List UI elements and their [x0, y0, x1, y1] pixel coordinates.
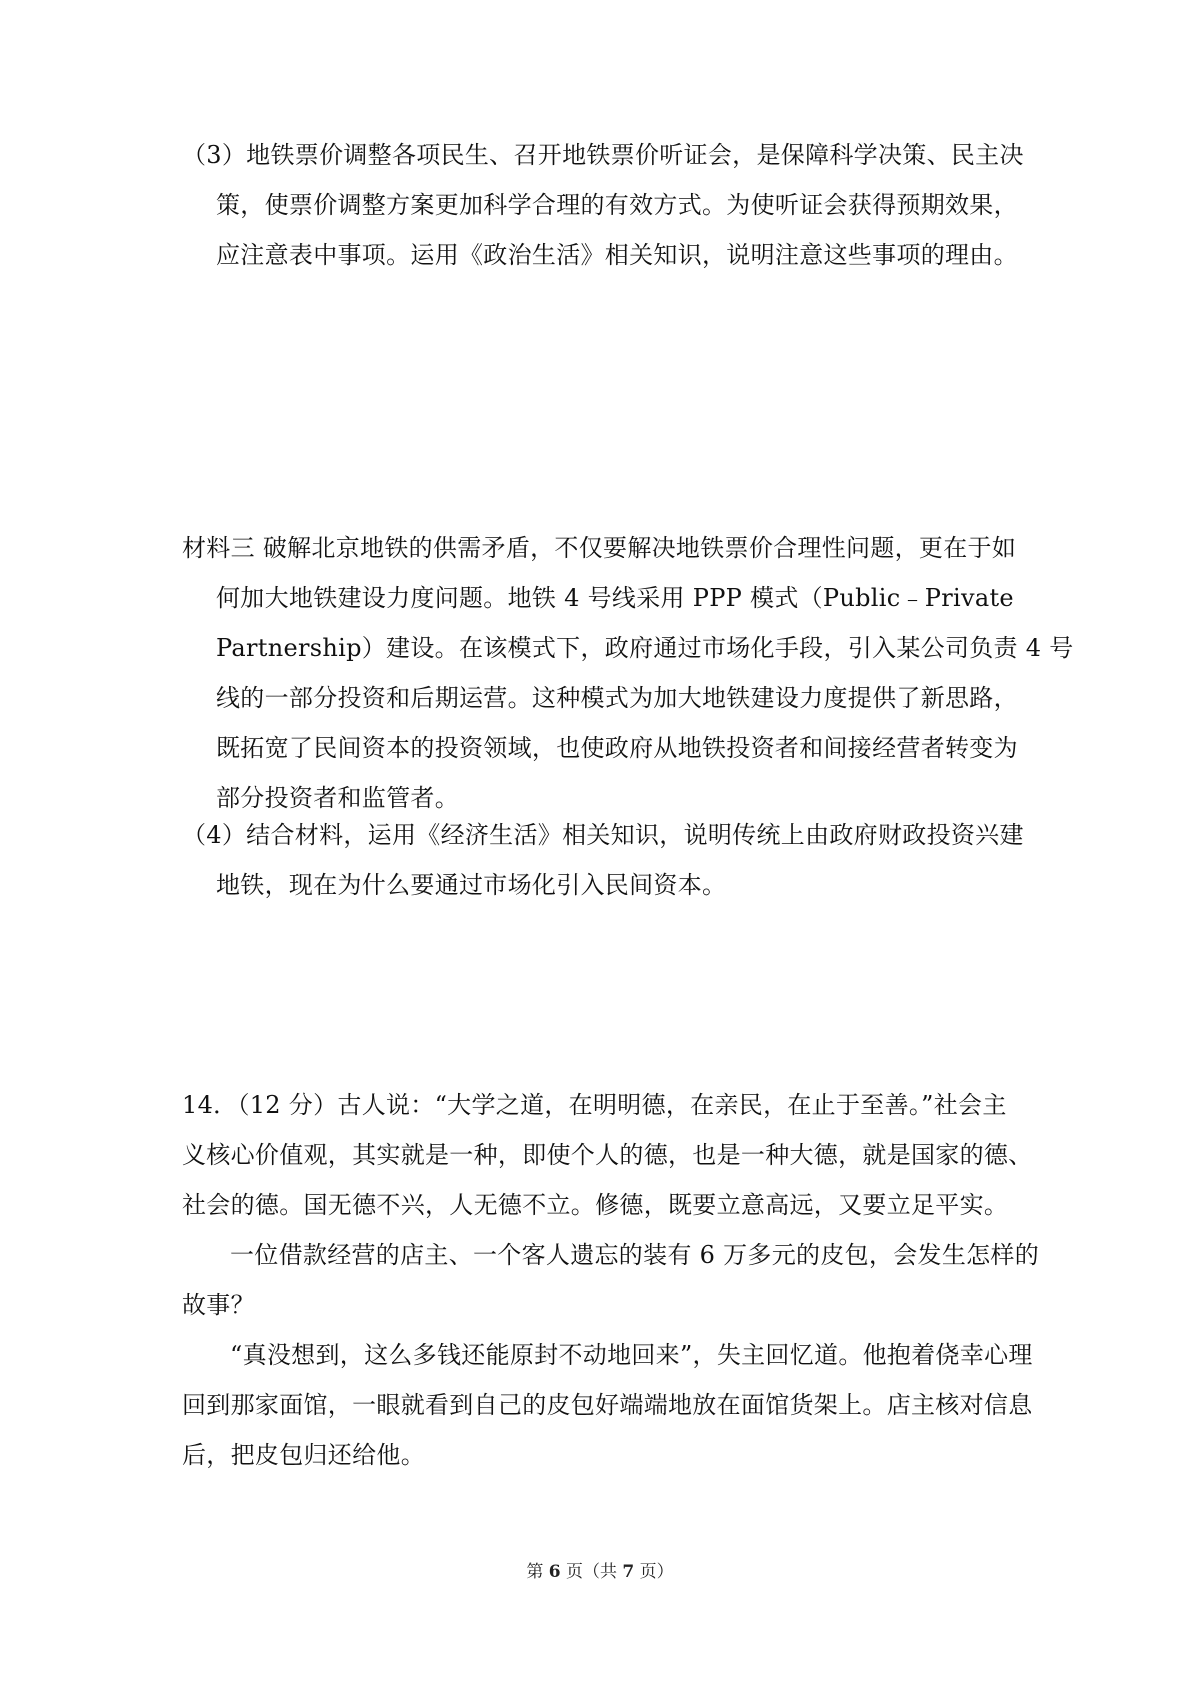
footer-suffix: 页） [634, 1562, 674, 1582]
question-4 [182, 810, 1024, 910]
material3-line-4: 线的一部分投资和后期运营。这种模式为加大地铁建设力度提供了新思路， [216, 684, 1018, 712]
material3-line-2: 何加大地铁建设力度问题。地铁 4 号线采用 PPP 模式（Public﹣Private [216, 584, 1014, 612]
q14-p3-line-2: 回到那家面馆，一眼就看到自己的皮包好端端地放在面馆货架上。店主核对信息 [182, 1391, 1033, 1419]
q3-line-1: （3）地铁票价调整各项民生、召开地铁票价听证会，是保障科学决策、民主决 [182, 141, 1024, 169]
q14-p1-line-1: 14．（12 分）古人说：“大学之道，在明明德，在亲民，在止于至善。”社会主 [182, 1091, 1007, 1119]
footer-page-number: 6 [548, 1562, 561, 1582]
q14-p2-line-2: 故事？ [182, 1291, 255, 1319]
page-footer [0, 1560, 1200, 1584]
q3-line-2: 策，使票价调整方案更加科学合理的有效方式。为使听证会获得预期效果， [216, 191, 1018, 219]
q14-p3-line-3: 后，把皮包归还给他。 [182, 1441, 425, 1469]
q14-p3-line-1: “真没想到，这么多钱还能原封不动地回来”，失主回忆道。他抱着侥幸心理 [230, 1341, 1033, 1369]
question-3 [182, 130, 1024, 280]
material3-line-1: 材料三 破解北京地铁的供需矛盾，不仅要解决地铁票价合理性问题，更在于如 [182, 534, 1017, 562]
footer-prefix: 第 [526, 1562, 549, 1582]
footer-total-pages: 7 [622, 1562, 635, 1582]
q4-line-1: （4）结合材料，运用《经济生活》相关知识，说明传统上由政府财政投资兴建 [182, 821, 1024, 849]
q14-p2-line-1: 一位借款经营的店主、一个客人遗忘的装有 6 万多元的皮包，会发生怎样的 [230, 1241, 1040, 1269]
material3-line-6: 部分投资者和监管者。 [216, 784, 459, 812]
q14-p1-line-2: 义核心价值观，其实就是一种，即使个人的德，也是一种大德，就是国家的德、 [182, 1141, 1033, 1169]
material3-line-3: Partnership）建设。在该模式下，政府通过市场化手段，引入某公司负责 4 号 [216, 634, 1074, 662]
footer-middle: 页（共 [560, 1562, 623, 1582]
material3-line-5: 既拓宽了民间资本的投资领域，也使政府从地铁投资者和间接经营者转变为 [216, 734, 1018, 762]
material-3 [182, 523, 1074, 823]
question-14 [182, 1080, 1040, 1480]
q4-line-2: 地铁，现在为什么要通过市场化引入民间资本。 [216, 871, 727, 899]
q14-p1-line-3: 社会的德。国无德不兴，人无德不立。修德，既要立意高远，又要立足平实。 [182, 1191, 1009, 1219]
q3-line-3: 应注意表中事项。运用《政治生活》相关知识，说明注意这些事项的理由。 [216, 241, 1018, 269]
